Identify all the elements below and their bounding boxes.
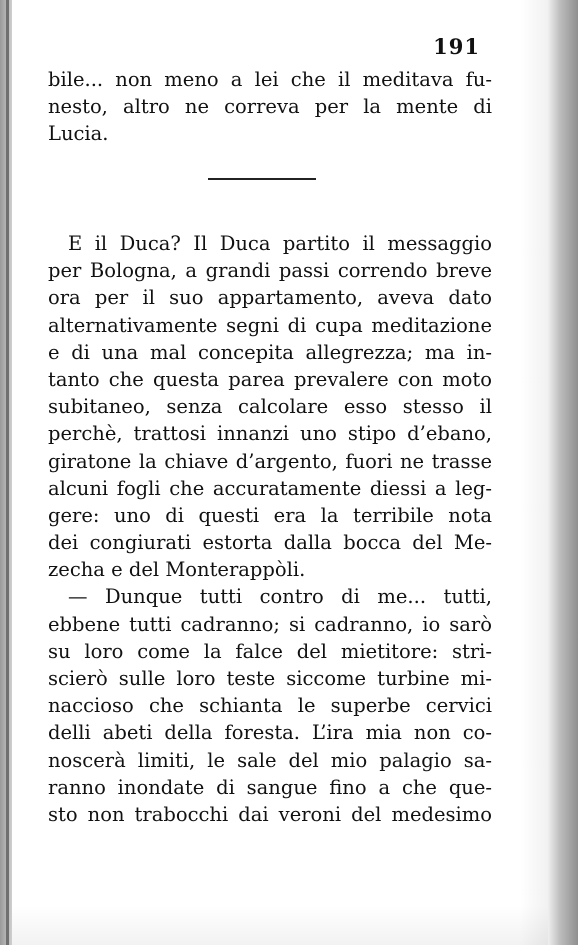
text-line: ebbene tutti cadranno; si cadranno, io sarò: [48, 612, 492, 636]
text-line: perchè, trattosi innanzi uno stipo d’ebano,: [48, 422, 492, 446]
text-line: ranno inondate di sangue fino a che que-: [48, 775, 492, 799]
text-line: gere: uno di questi era la terribile nota: [48, 503, 492, 527]
text-line: tanto che questa parea prevalere con moto: [48, 367, 492, 391]
text-line: Lucia.: [48, 122, 109, 146]
book-page: [12, 0, 560, 945]
text-line: naccioso che schianta le superbe cervici: [48, 694, 492, 718]
text-line: alternativamente segni di cupa meditazione: [48, 313, 492, 337]
text-line: giratone la chiave d’argento, fuori ne trasse: [48, 449, 492, 473]
text-line: noscerà limiti, le sale del mio palagio sa-: [48, 748, 492, 772]
text-line: dei congiurati estorta dalla bocca del Me-: [48, 531, 492, 555]
text-line: zecha e del Monterappòli.: [48, 558, 306, 582]
text-line: subitaneo, senza calcolare esso stesso il: [48, 395, 492, 419]
paragraph-2: [48, 230, 492, 828]
paragraph-1: [48, 66, 492, 148]
text-line: — Dunque tutti contro di me... tutti,: [68, 585, 492, 609]
text-line: scierò sulle loro teste siccome turbine mi-: [48, 667, 492, 690]
section-separator: [208, 178, 316, 180]
text-line: sto non trabocchi dai veroni del medesimo: [48, 802, 492, 826]
text-line: alcuni fogli che accuratamente diessi a leg-: [48, 476, 492, 500]
page-bottom-shadow: [12, 905, 560, 945]
text-line: su loro come la falce del mietitore: stri-: [48, 639, 492, 663]
text-line: E il Duca? Il Duca partito il messaggio: [68, 232, 492, 255]
page-stack-edge: [548, 0, 578, 945]
text-line: e di una mal concepita allegrezza; ma in-: [48, 340, 492, 364]
text-line: per Bologna, a grandi passi correndo breve: [48, 259, 492, 283]
text-line: delli abeti della foresta. L’ira mia non co-: [48, 721, 492, 745]
text-line: ora per il suo appartamento, aveva dato: [48, 286, 492, 310]
binding-edge: [6, 0, 9, 945]
page-number: 191: [433, 34, 480, 59]
text-line: nesto, altro ne correva per la mente di: [48, 95, 492, 119]
text-line: bile... non meno a lei che il meditava fu-: [48, 68, 492, 91]
book-gutter: [0, 0, 12, 945]
